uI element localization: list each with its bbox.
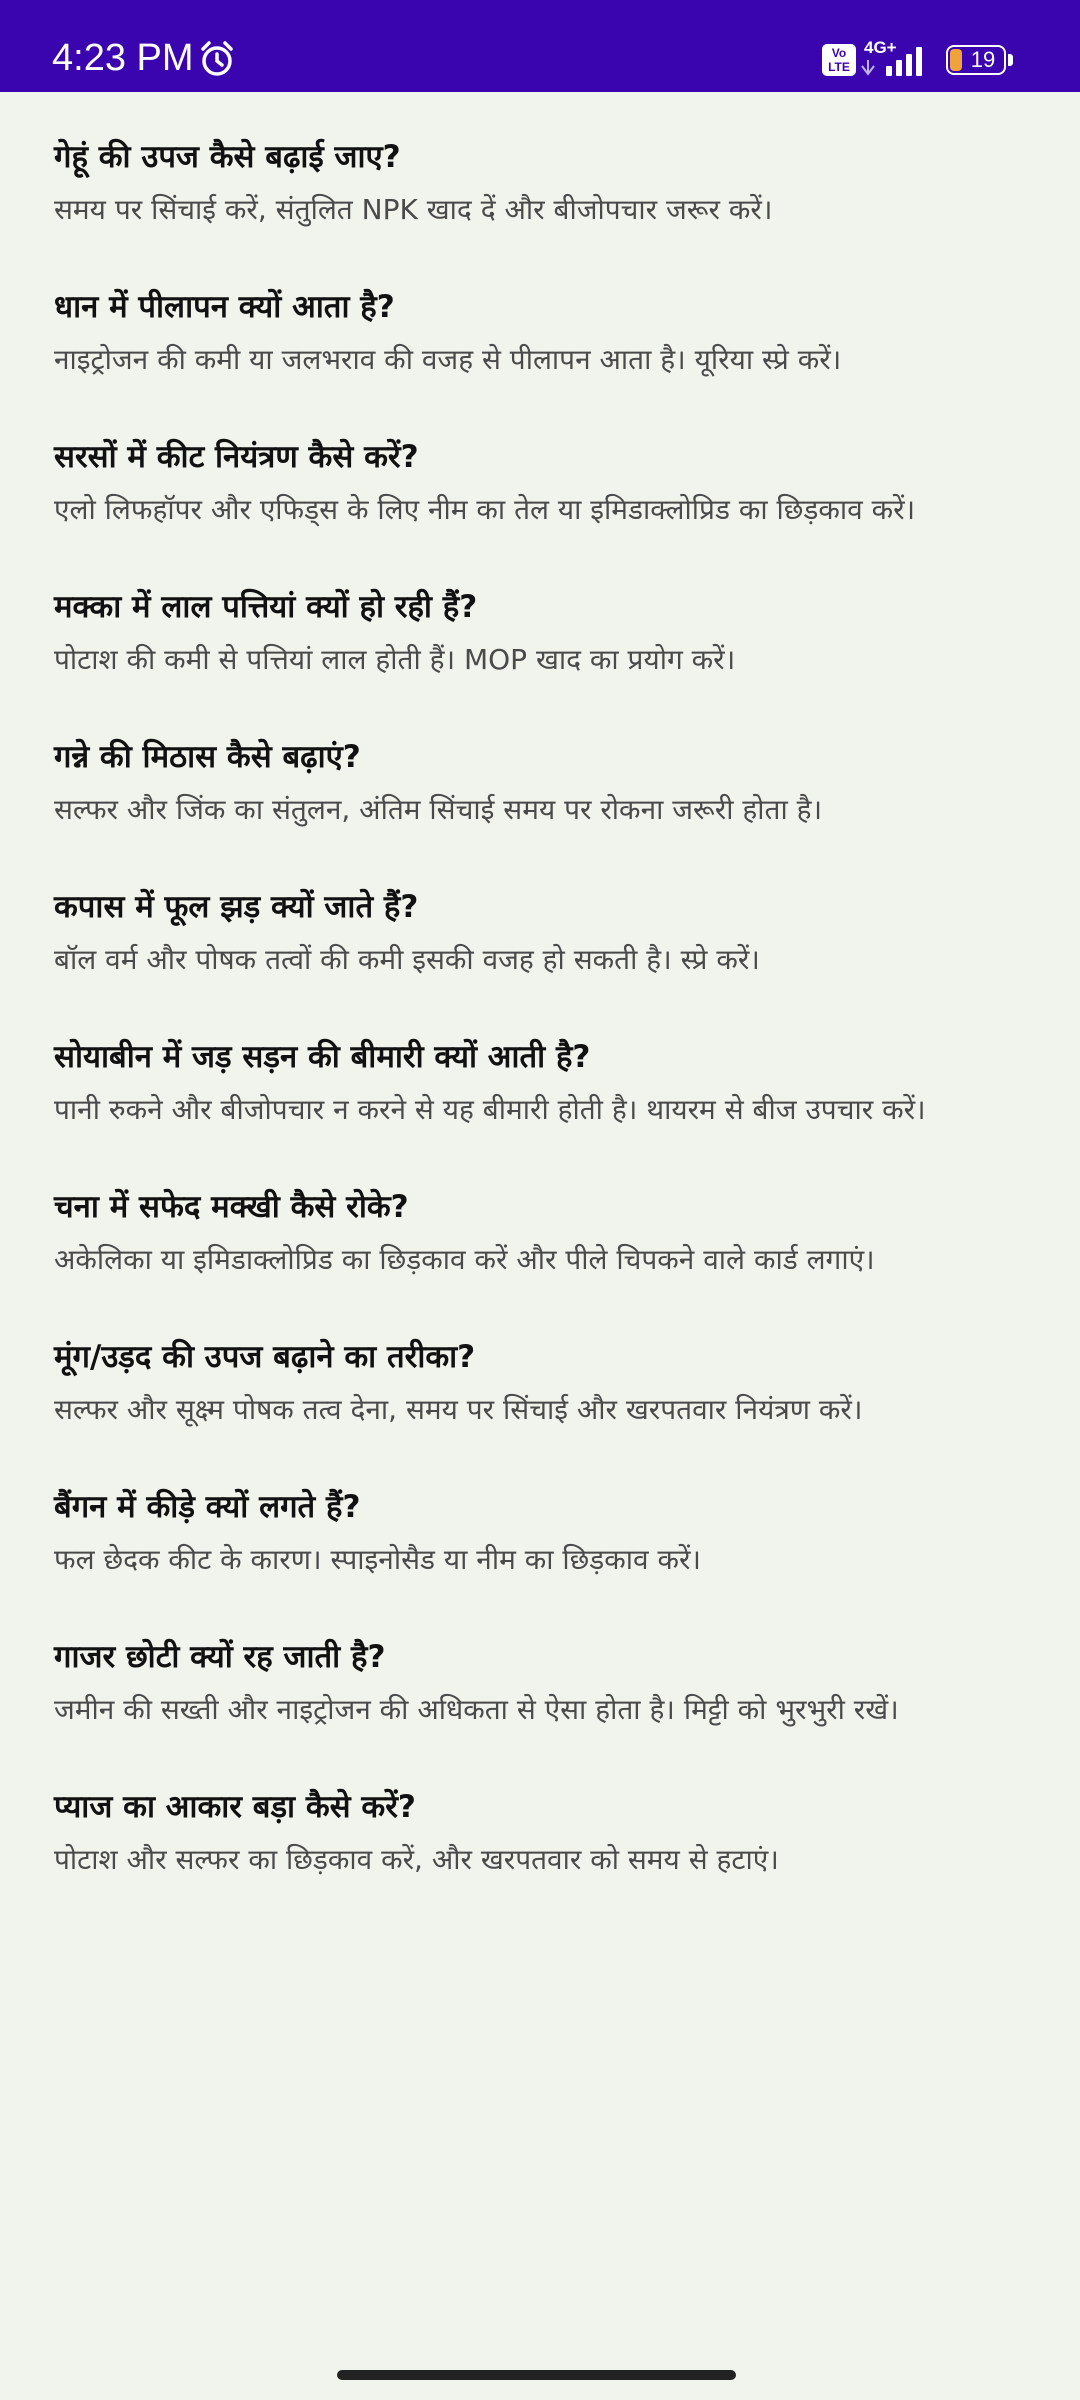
status-bar — [0, 0, 1080, 92]
faq-question: सरसों में कीट नियंत्रण कैसे करें? — [54, 439, 419, 475]
faq-answer: जमीन की सख्ती और नाइट्रोजन की अधिकता से ऐसा होता है। मिट्टी को भुरभुरी रखें। — [54, 1693, 899, 1726]
faq-item — [54, 884, 1044, 982]
faq-question: प्याज का आकार बड़ा कैसे करें? — [54, 1789, 416, 1825]
faq-item — [54, 134, 1044, 232]
faq-question: चना में सफेद मक्खी कैसे रोके? — [54, 1189, 409, 1225]
faq-item — [54, 1184, 1044, 1282]
faq-question: गन्ने की मिठास कैसे बढ़ाएं? — [54, 739, 361, 775]
faq-question: बैंगन में कीड़े क्यों लगते हैं? — [54, 1489, 361, 1525]
faq-answer: पोटाश और सल्फर का छिड़काव करें, और खरपतवार को समय से हटाएं। — [54, 1843, 779, 1876]
faq-item — [54, 1784, 1044, 1882]
faq-answer: फल छेदक कीट के कारण। स्पाइनोसैड या नीम का छिड़काव करें। — [54, 1543, 702, 1576]
volte-label: Vo LTE — [828, 46, 850, 74]
faq-answer: एलो लिफहॉपर और एफिड्स के लिए नीम का तेल या इमिडाक्लोप्रिड का छिड़काव करें। — [54, 493, 916, 526]
faq-answer: अकेलिका या इमिडाक्लोप्रिड का छिड़काव करें और पीले चिपकने वाले कार्ड लगाएं। — [54, 1243, 875, 1276]
faq-answer: बॉल वर्म और पोषक तत्वों की कमी इसकी वजह हो सकती है। स्प्रे करें। — [54, 943, 760, 976]
faq-question: गाजर छोटी क्यों रह जाती है? — [54, 1639, 386, 1675]
status-time: 4:23 PM — [52, 37, 194, 79]
faq-answer: पोटाश की कमी से पत्तियां लाल होती हैं। MOP खाद का प्रयोग करें। — [54, 643, 736, 676]
faq-answer: नाइट्रोजन की कमी या जलभराव की वजह से पीलापन आता है। यूरिया स्प्रे करें। — [54, 343, 842, 376]
alarm-icon — [198, 40, 236, 78]
battery-level-fill — [950, 49, 962, 71]
faq-answer: समय पर सिंचाई करें, संतुलित NPK खाद दें और बीजोपचार जरूर करें। — [54, 193, 773, 226]
faq-question: धान में पीलापन क्यों आता है? — [54, 289, 395, 325]
faq-list — [54, 134, 1044, 1934]
signal-strength-icon — [860, 44, 934, 76]
faq-item — [54, 734, 1044, 832]
faq-question: मक्का में लाल पत्तियां क्यों हो रही हैं? — [54, 589, 478, 625]
battery-icon — [946, 45, 1016, 77]
volte-icon — [822, 44, 856, 76]
faq-item — [54, 284, 1044, 382]
faq-item — [54, 1334, 1044, 1432]
faq-answer: सल्फर और जिंक का संतुलन, अंतिम सिंचाई समय पर रोकना जरूरी होता है। — [54, 793, 823, 826]
faq-question: सोयाबीन में जड़ सड़न की बीमारी क्यों आती है? — [54, 1039, 591, 1075]
faq-question: कपास में फूल झड़ क्यों जाते हैं? — [54, 889, 419, 925]
faq-answer: पानी रुकने और बीजोपचार न करने से यह बीमारी होती है। थायरम से बीज उपचार करें। — [54, 1093, 926, 1126]
faq-question: मूंग/उड़द की उपज बढ़ाने का तरीका? — [54, 1339, 476, 1375]
network-type-label: 4G+ — [864, 38, 897, 57]
faq-item — [54, 584, 1044, 682]
faq-item — [54, 1634, 1044, 1732]
battery-tip — [1008, 54, 1013, 66]
faq-question: गेहूं की उपज कैसे बढ़ाई जाए? — [54, 139, 401, 175]
battery-percentage: 19 — [970, 47, 996, 72]
home-indicator-bar[interactable] — [337, 2370, 736, 2380]
faq-item — [54, 434, 1044, 532]
faq-answer: सल्फर और सूक्ष्म पोषक तत्व देना, समय पर सिंचाई और खरपतवार नियंत्रण करें। — [54, 1393, 863, 1426]
faq-item — [54, 1484, 1044, 1582]
faq-item — [54, 1034, 1044, 1132]
